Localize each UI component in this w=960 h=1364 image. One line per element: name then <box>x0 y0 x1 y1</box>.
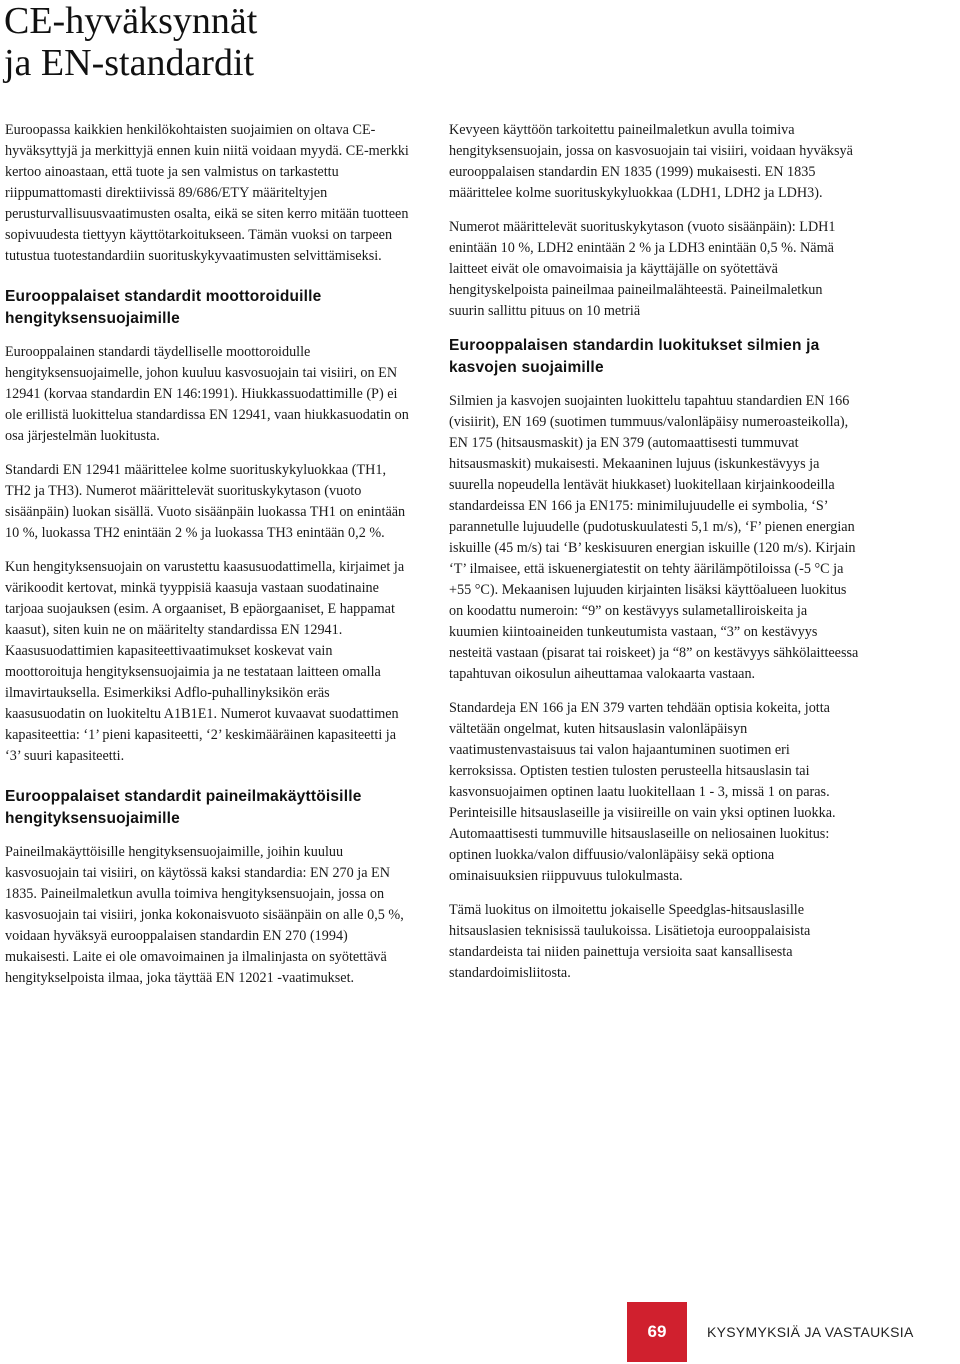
heading-eye-face-protection: Eurooppalaisen standardin luokitukset silmien ja kasvojen suojaimille <box>449 337 820 376</box>
left-column <box>5 120 413 1002</box>
paragraph-eye-face-classification: Silmien ja kasvojen suojainten luokittelu tapahtuu standardien EN 166 (visiirit), EN 169 (suotimen tummuus/valonläpäisy numeroasteikolla), EN 175 (hitsausmaskit) ja EN 379 (automaattisesti tummuvat hitsausmaskit) mukaisesti. Mekaaninen lujuus (iskunkestävyys ja suurella nopeudella lentävät hiukkaset) luokitellaan kirjainkoodeilla standardeissa EN 166 ja EN175: minimilujuudelle ei symbolia, ‘S’ parannetulle lujuudelle (pudotuskuulatesti 5,1 m/s), ‘F’ pienen energian iskuille (45 m/s) tai ‘B’ keskisuuren energian iskuille (120 m/s). Kirjain ‘T’ ilmaisee, että iskuenergiatestit on tehty äärilämpötiloissa (-5 °C ja +55 °C). Mekaanisen lujuuden kirjainten lisäksi käyttöalueen luokitus on koodattu numeroin: “9” on kestävyys sulametalliroiskeita ja kuumien kiintoaineiden tunkeutumista vastaan, “3” on kestävyys nesteitä vastaan (pisarat tai roiskeet) ja “8” on kestävyys sähkölaitteessa tapahtuvan oikosulun aiheuttamaa valokaarta vastaan. <box>449 393 859 682</box>
page-title-line-1: CE-hyväksynnät <box>4 0 258 42</box>
paragraph-th-classes: Standardi EN 12941 määrittelee kolme suorituskykyluokkaa (TH1, TH2 ja TH3). Numerot määrittelevät suorituskykytason (vuoto sisäänpäin) luokan sisällä. Vuoto sisäänpäin luokassa TH1 on enintään 10 %, luokassa TH2 enintään 2 % ja luokassa TH3 enintään 0,2 %. <box>5 462 406 541</box>
right-column <box>449 120 859 997</box>
paragraph-en12941: Eurooppalainen standardi täydelliselle moottoroidulle hengityksensuojaimelle, johon kuuluu kasvosuojain tai visiiri, on EN 12941 (korvaa standardin EN 146:1991). Hiukkassuodattimille (P) ei ole erillistä luokittelua standardissa EN 12941, vaan hiukkasuodatin on osa järjestelmän luokitusta. <box>5 344 409 444</box>
paragraph-optical-tests: Standardeja EN 166 ja EN 379 varten tehdään optisia kokeita, jotta vältetään ongelmat, kuten hitsauslasin valonläpäisyn vaatimustenvastaisuus tai valon hajaantuminen suotimen eri kerroksissa. Optisten testien tulosten perusteella hitsauslasin tai kasvonsuojaimen optinen laatu luokitellaan 1 - 3, missä 1 on paras. Perinteisille hitsauslaseille ja visiireille on vain yksi optinen luokka. Automaattisesti tummuville hitsauslaseille on neliosainen luokitus: optinen luokka/valon diffuusio/valonläpäisy sekä optiona ominaisuuksien riippuvuus tulokulmasta. <box>449 700 836 884</box>
page-footer <box>627 1302 960 1362</box>
paragraph-en1835: Kevyeen käyttöön tarkoitettu paineilmaletkun avulla toimiva hengityksensuojain, jossa on kasvosuojain tai visiiri, voidaan hyväksyä eurooppalaisen standardin EN 1835 (1999) mukaisesti. EN 1835 määrittelee kolme suorituskykyluokkaa (LDH1, LDH2 ja LDH3). <box>449 122 853 201</box>
paragraph-gas-filters: Kun hengityksensuojain on varustettu kaasusuodattimella, kirjaimet ja värikoodit kertovat, minkä tyyppisiä kaasuja vastaan suodatinaine tarjoaa suojauksen (esim. A orgaaniset, B epäorgaaniset, E happamat kaasut), siten kuin ne on määritelty standardissa EN 12941. Kaasusuodattimien kapasiteettivaatimukset koskevat vain moottoroituja hengityksensuojaimia ja ne testataan laitteen omalla ilmavirtauksella. Esimerkiksi Adflo-puhallinyksikön eräs kaasusuodatin on luokiteltu A1B1E1. Numerot kuvaavat suodattimen kapasiteettia: ‘1’ pieni kapasiteetti, ‘2’ keskimääräinen kapasiteetti ja ‘3’ suuri kapasiteetti. <box>5 559 405 764</box>
heading-supplied-air-respirators: Eurooppalaiset standardit paineilmakäyttöisille hengityksensuojaimille <box>5 788 362 827</box>
heading-powered-respirators: Eurooppalaiset standardit moottoroiduille hengityksensuojaimille <box>5 288 322 327</box>
paragraph-en270: Paineilmakäyttöisille hengityksensuojaimille, joihin kuuluu kasvosuojain tai visiiri, on käytössä kaksi standardia: EN 270 ja EN 1835. Paineilmaletkun avulla toimiva hengityksensuojain, jossa on kasvosuojain tai visiiri, jonka kokonaisvuoto sisäänpäin on alle 0,5 %, voidaan hyväksyä eurooppalaisen standardin EN 270 (1994) mukaisesti. Laite ei ole omavoimainen ja ilmalinjasta on syötettävä hengitykselpoista ilmaa, joka täyttää EN 12021 -vaatimukset. <box>5 844 404 986</box>
paragraph-more-info: Tämä luokitus on ilmoitettu jokaiselle Speedglas-hitsauslasille hitsauslasien teknisissä taulukoissa. Lisätietoja eurooppalaisista standardeista tai niiden painettuja versioita saat kansallisesta standardoimisliitosta. <box>449 902 811 981</box>
intro-paragraph: Euroopassa kaikkien henkilökohtaisten suojaimien on oltava CE-hyväksyttyjä ja merkittyjä ennen kuin niitä voidaan myydä. CE-merkki kertoo ainoastaan, että tuote ja sen valmistus on tarkastettu riippumattomasti direktiivissä 89/686/ETY määriteltyjen perusturvallisuusvaatimusten osalta, eikä se siten kerro mitään tuotteen sopivuudesta tiettyyn käyttötarkoitukseen. Tämän vuoksi on tarpeen tutustua tuotestandardiin suorituskykyvaatimusten selvittämiseksi. <box>5 122 409 264</box>
section-label: KYSYMYKSIÄ JA VASTAUKSIA <box>707 1324 914 1340</box>
paragraph-ldh-classes: Numerot määrittelevät suorituskykytason (vuoto sisäänpäin): LDH1 enintään 10 %, LDH2 enintään 2 % ja LDH3 enintään 0,5 %. Nämä laitteet eivät ole omavoimaisia ja käyttäjälle on syötettävä hengityskelpoista paineilmaa paineilmalähteestä. Paineilmaletkun suurin sallittu pituus on 10 metriä <box>449 219 836 319</box>
page-title <box>4 0 257 84</box>
page-number-badge: 69 <box>627 1302 687 1362</box>
page-title-line-2: ja EN-standardit <box>4 42 255 84</box>
